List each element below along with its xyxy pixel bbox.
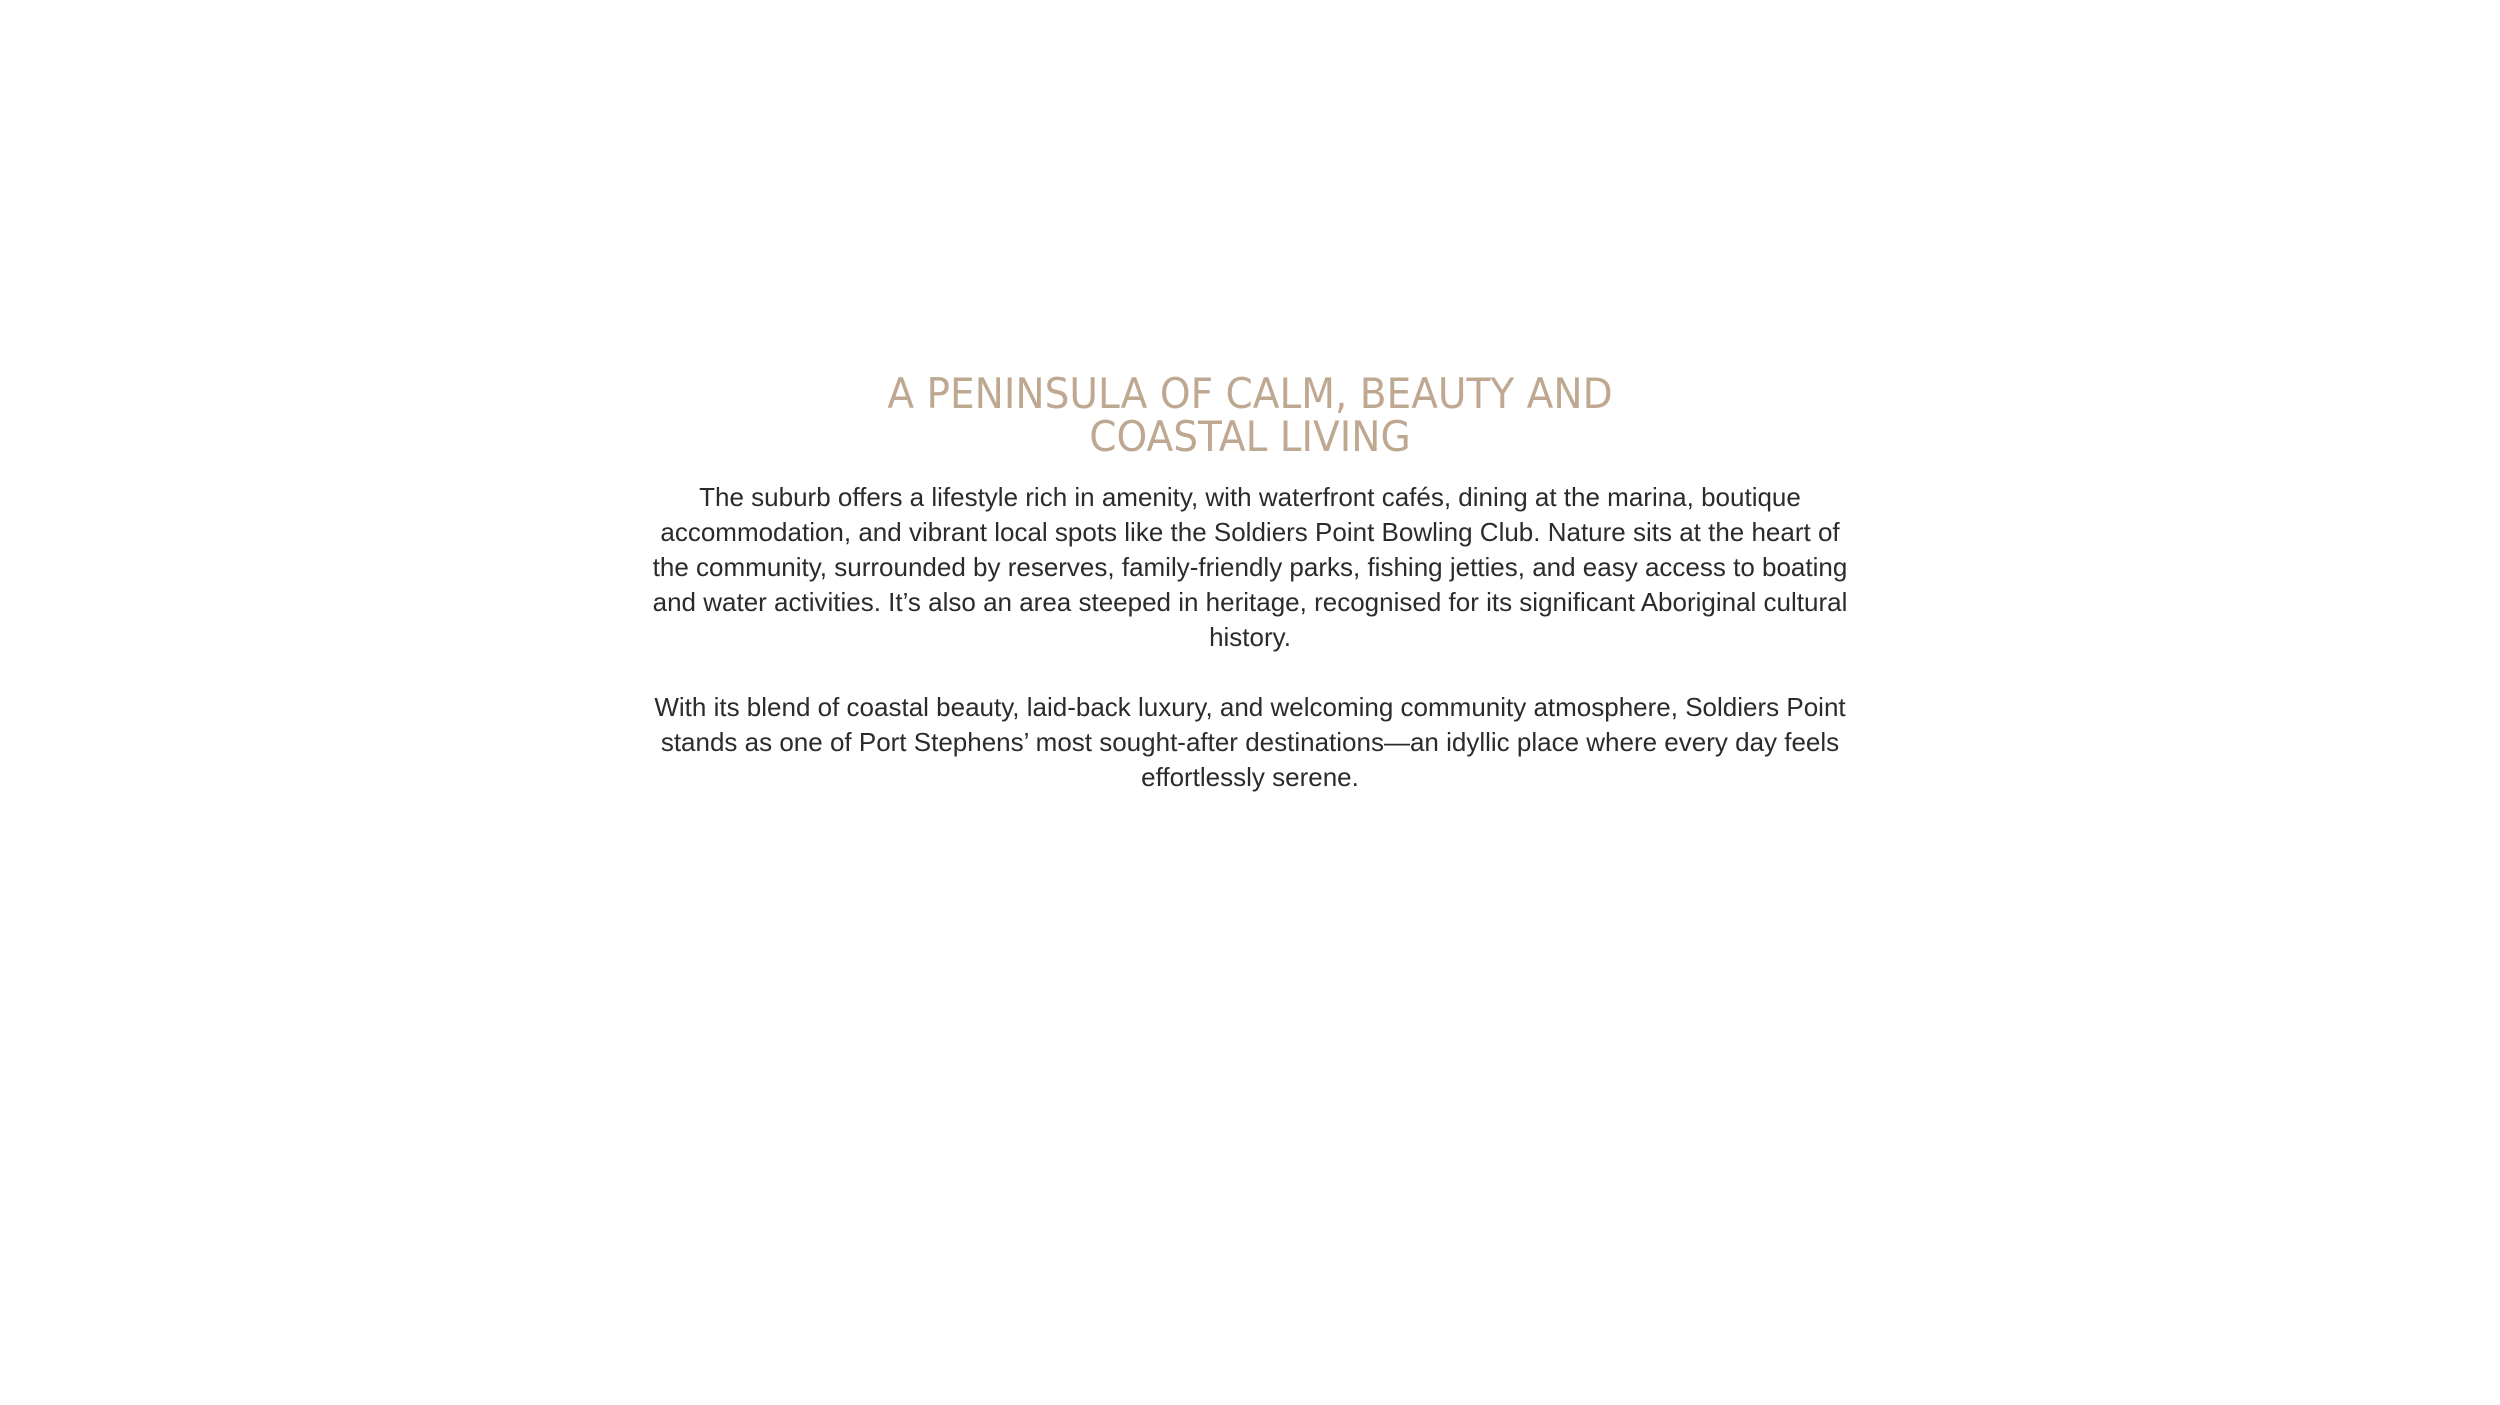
content-section xyxy=(640,369,1860,795)
closing-paragraph: With its blend of coastal beauty, laid-back luxury, and welcoming community atmosphere, Soldiers Point stands as one of Port Stephens’ most sought-after destinations—an idyllic place where every day feels effortlessly serene. xyxy=(654,692,1846,792)
section-heading: A PENINSULA OF CALM, BEAUTY AND COASTAL LIVING xyxy=(887,369,1613,461)
intro-paragraph: The suburb offers a lifestyle rich in amenity, with waterfront cafés, dining at the marina, boutique accommodation, and vibrant local spots like the Soldiers Point Bowling Club. Nature sits at the heart of the community, surrounded by reserves, family-friendly parks, fishing jetties, and easy access to boating and water activities. It’s also an area steeped in heritage, recognised for its significant Aboriginal cultural history. xyxy=(652,482,1848,652)
